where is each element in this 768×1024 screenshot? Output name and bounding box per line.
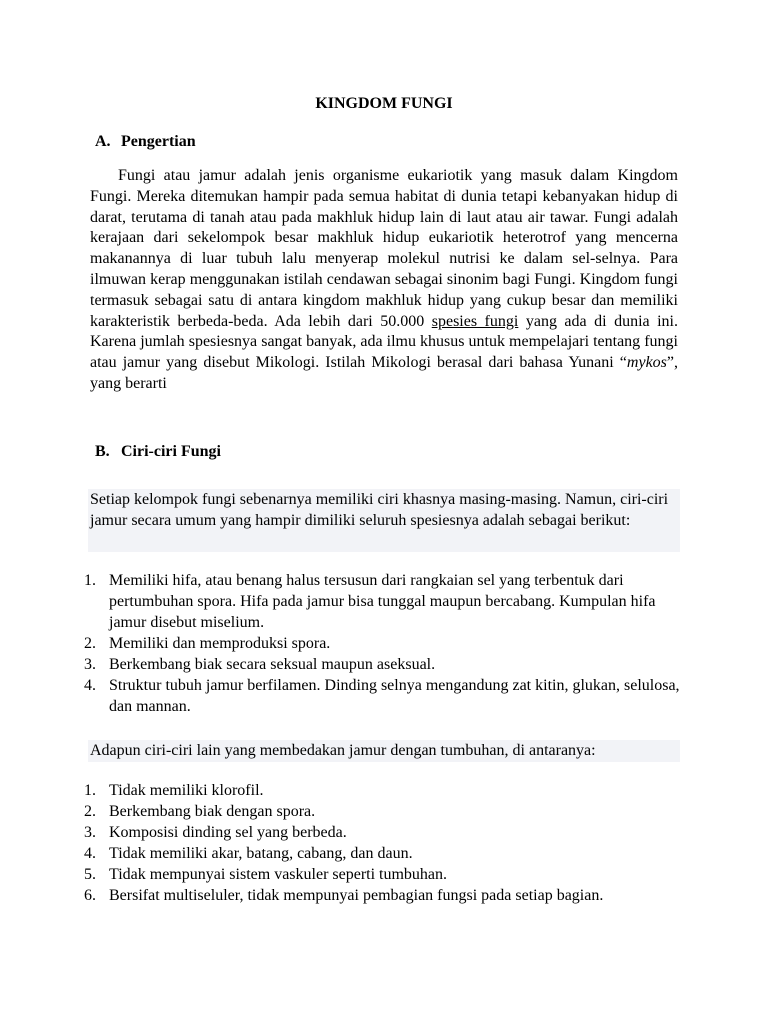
list-item-text: Bersifat multiseluler, tidak mempunyai pembagian fungsi pada setiap bagian.: [109, 887, 604, 904]
list-item: [84, 843, 684, 864]
document-title: KINGDOM FUNGI: [315, 95, 453, 112]
list-item: [84, 570, 684, 633]
list-item-number: 1.: [84, 782, 96, 799]
list-item: [84, 801, 684, 822]
definition-paragraph: [90, 166, 678, 395]
list-item-text: Tidak memiliki klorofil.: [109, 782, 264, 799]
list-item-number: 6.: [84, 887, 96, 904]
list-item-text: Berkembang biak dengan spora.: [109, 803, 316, 820]
list-item-text: Tidak mempunyai sistem vaskuler seperti tumbuhan.: [109, 866, 448, 883]
list-item: [84, 675, 684, 717]
section-a-number: A.: [95, 133, 111, 150]
list-item-number: 2.: [84, 635, 96, 652]
list-item-text: Tidak memiliki akar, batang, cabang, dan daun.: [109, 845, 413, 862]
characteristics-list: [84, 570, 684, 717]
mykos-term: mykos: [626, 354, 667, 372]
spesies-fungi-link[interactable]: spesies fungi: [431, 312, 519, 330]
section-b-heading: [95, 441, 221, 463]
list-item: [84, 885, 684, 906]
list-item-number: 3.: [84, 656, 96, 673]
list-item-text: Memiliki hifa, atau benang halus tersusun dari rangkaian sel yang terbentuk dari pertumbuhan spora. Hifa pada jamur bisa tunggal maupun bercabang. Kumpulan hifa jamur disebut miselium.: [109, 572, 656, 631]
characteristics-intro: Setiap kelompok fungi sebenarnya memiliki ciri khasnya masing-masing. Namun, ciri-ciri jamur secara umum yang hampir dimiliki seluruh spesiesnya adalah sebagai berikut:: [88, 489, 680, 552]
section-a-title: Pengertian: [121, 133, 196, 150]
definition-text-1: Fungi atau jamur adalah jenis organisme eukariotik yang masuk dalam Kingdom Fungi. Mereka ditemukan hampir pada semua habitat di dunia tetapi kebanyakan hidup di darat, terutama di tanah atau pada makhluk hidup lain di laut atau air tawar. Fungi adalah kerajaan dari sekelompok besar makhluk hidup eukariotik heterotrof yang mencerna makanannya di luar tubuh lalu menyerap molekul nutrisi ke dalam sel-selnya. Para ilmuwan kerap menggunakan istilah cendawan sebagai sinonim bagi Fungi. Kingdom fungi termasuk sebagai satu di antara kingdom makhluk hidup yang cukup besar dan memiliki karakteristik berbeda-beda. Ada lebih dari 50.000: [90, 167, 678, 330]
list-item-text: Struktur tubuh jamur berfilamen. Dinding selnya mengandung zat kitin, glukan, selulosa, dan mannan.: [109, 677, 680, 715]
list-item-number: 1.: [84, 572, 96, 589]
list-item: [84, 822, 684, 843]
section-b-title: Ciri-ciri Fungi: [121, 443, 221, 460]
definition-text-3: ”, yang berarti: [90, 354, 678, 392]
list-item: [84, 780, 684, 801]
differences-list: [84, 780, 684, 906]
definition-text-2: yang ada di dunia ini. Karena jumlah spesiesnya sangat banyak, ada ilmu khusus untuk mempelajari tentang fungi atau jamur yang disebut Mikologi. Istilah Mikologi berasal dari bahasa Yunani “: [90, 312, 678, 372]
list-item-number: 4.: [84, 677, 96, 694]
list-item-text: Komposisi dinding sel yang berbeda.: [109, 824, 347, 841]
list-item: [84, 864, 684, 885]
differences-intro: Adapun ciri-ciri lain yang membedakan jamur dengan tumbuhan, di antaranya:: [88, 740, 680, 762]
list-item-text: Memiliki dan memproduksi spora.: [109, 635, 331, 652]
section-a-heading: [95, 131, 196, 153]
list-item-number: 4.: [84, 845, 96, 862]
list-item-text: Berkembang biak secara seksual maupun aseksual.: [109, 656, 436, 673]
section-b-number: B.: [95, 443, 110, 460]
list-item-number: 3.: [84, 824, 96, 841]
list-item-number: 2.: [84, 803, 96, 820]
list-item: [84, 633, 684, 654]
list-item-number: 5.: [84, 866, 96, 883]
list-item: [84, 654, 684, 675]
